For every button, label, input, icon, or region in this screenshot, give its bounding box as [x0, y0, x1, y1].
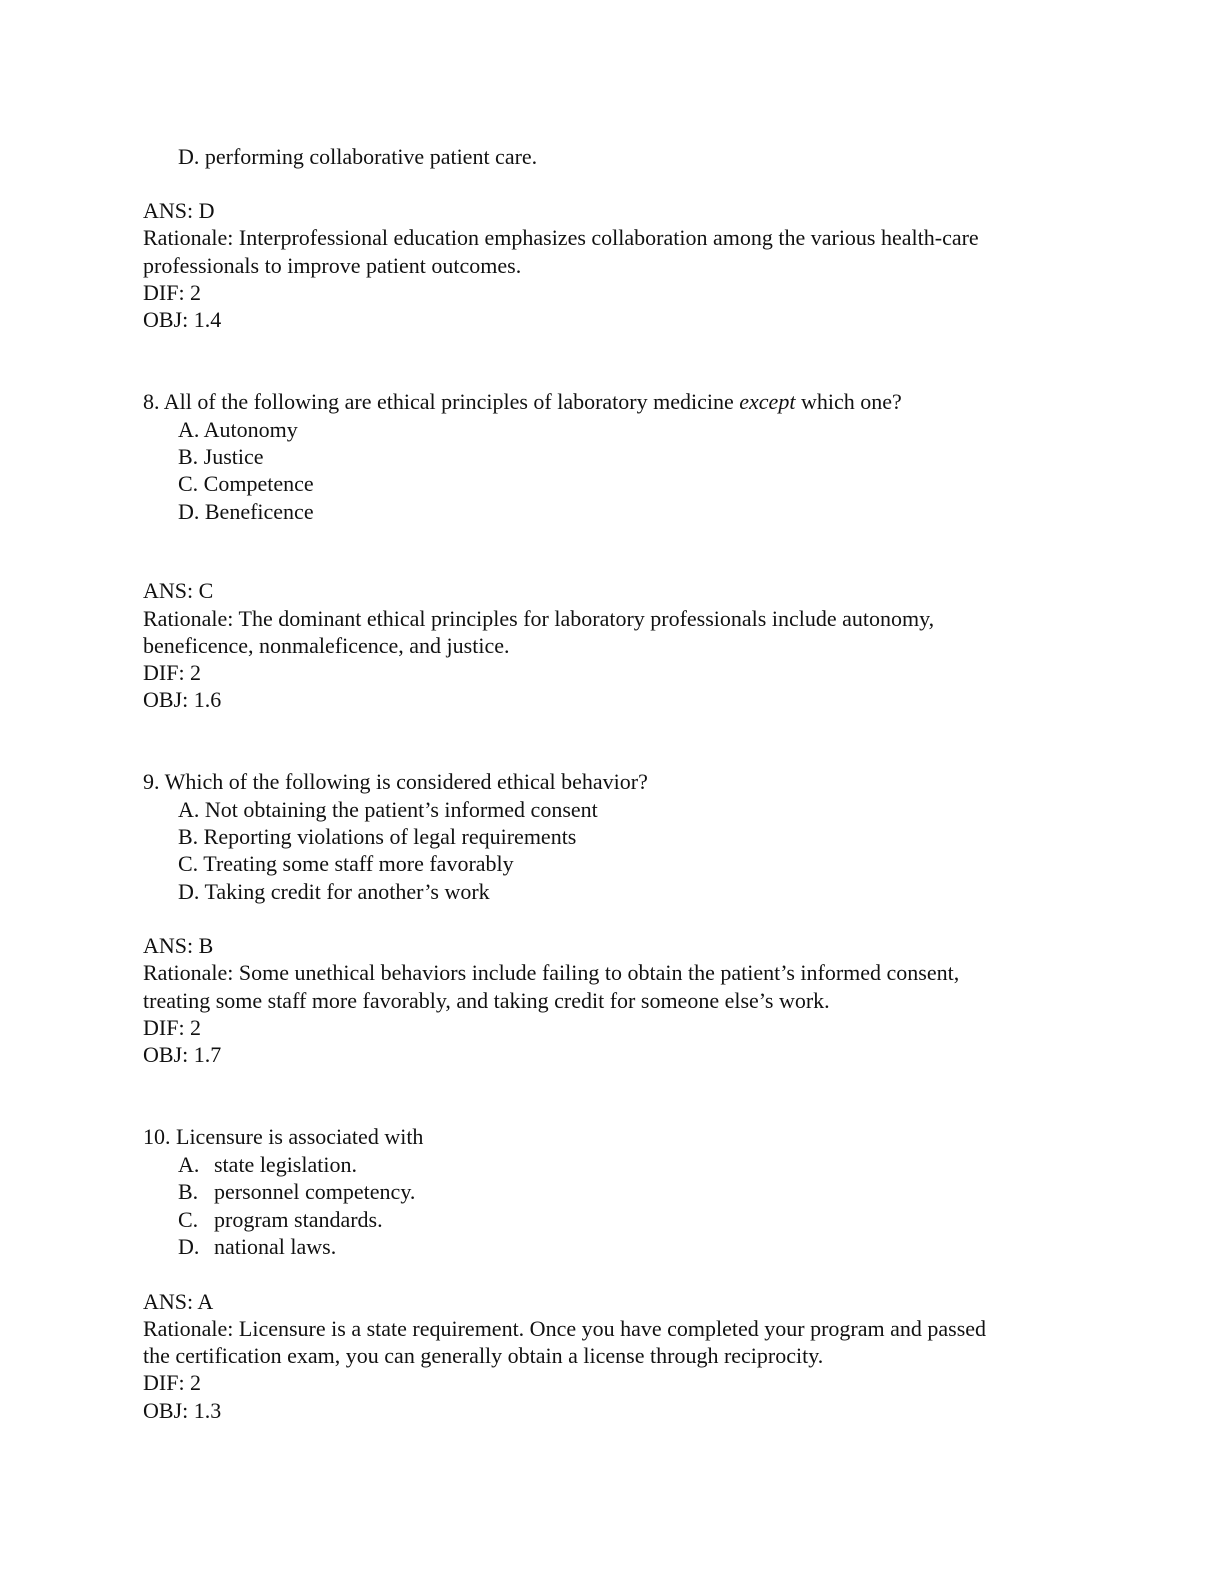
- q7-rationale-line-1: Rationale: Interprofessional education emphasizes collaboration among the various health-care: [143, 225, 979, 250]
- q10-option-a: [178, 1151, 357, 1178]
- q10-option-b-letter: B.: [178, 1179, 199, 1204]
- q8-stem: [143, 388, 902, 415]
- q9-difficulty: DIF: 2: [143, 1015, 202, 1040]
- q10-option-c: [178, 1206, 383, 1233]
- q10-option-a-letter: A.: [178, 1152, 200, 1177]
- q8-rationale-line-1: Rationale: The dominant ethical principles for laboratory professionals include autonomy,: [143, 606, 935, 631]
- q10-rationale-line-1: Rationale: Licensure is a state requirement. Once you have completed your program and passed: [143, 1316, 987, 1341]
- q8-option-d: D. Beneficence: [178, 499, 314, 524]
- q9-rationale-line-1: Rationale: Some unethical behaviors include failing to obtain the patient’s informed consent,: [143, 960, 960, 985]
- q8-objective: OBJ: 1.6: [143, 687, 222, 712]
- q9-option-a: A. Not obtaining the patient’s informed consent: [178, 797, 598, 822]
- q9-rationale-line-2: treating some staff more favorably, and taking credit for someone else’s work.: [143, 988, 830, 1013]
- q10-option-d: [178, 1233, 336, 1260]
- q8-rationale-line-2: beneficence, nonmaleficence, and justice.: [143, 633, 510, 658]
- q7-answer: ANS: D: [143, 198, 215, 223]
- q10-option-a-text: state legislation.: [214, 1152, 357, 1177]
- q10-option-c-text: program standards.: [214, 1207, 383, 1232]
- q8-difficulty: DIF: 2: [143, 660, 202, 685]
- q10-option-b: [178, 1178, 415, 1205]
- q9-objective: OBJ: 1.7: [143, 1042, 222, 1067]
- q9-stem: 9. Which of the following is considered ethical behavior?: [143, 769, 648, 794]
- q8-stem-emphasis: except: [739, 389, 796, 414]
- q8-answer: ANS: C: [143, 578, 214, 603]
- q9-option-c: C. Treating some staff more favorably: [178, 851, 514, 876]
- q10-difficulty: DIF: 2: [143, 1370, 202, 1395]
- q8-option-c: C. Competence: [178, 471, 314, 496]
- q10-option-b-text: personnel competency.: [214, 1179, 416, 1204]
- q10-answer: ANS: A: [143, 1289, 214, 1314]
- q7-option-d: D. performing collaborative patient care.: [178, 144, 538, 169]
- q7-rationale-line-2: professionals to improve patient outcomes.: [143, 253, 522, 278]
- q9-option-b: B. Reporting violations of legal requirements: [178, 824, 577, 849]
- q10-objective: OBJ: 1.3: [143, 1398, 222, 1423]
- q8-option-a: A. Autonomy: [178, 417, 298, 442]
- q8-option-b: B. Justice: [178, 444, 264, 469]
- q7-difficulty: DIF: 2: [143, 280, 202, 305]
- q10-option-c-letter: C.: [178, 1207, 199, 1232]
- q8-stem-post: which one?: [795, 389, 902, 414]
- q10-stem: 10. Licensure is associated with: [143, 1124, 424, 1149]
- q10-option-d-letter: D.: [178, 1234, 200, 1259]
- q9-answer: ANS: B: [143, 933, 214, 958]
- q8-stem-pre: 8. All of the following are ethical principles of laboratory medicine: [143, 389, 740, 414]
- q10-rationale-line-2: the certification exam, you can generally obtain a license through reciprocity.: [143, 1343, 824, 1368]
- q10-option-d-text: national laws.: [214, 1234, 337, 1259]
- q7-objective: OBJ: 1.4: [143, 307, 222, 332]
- q9-option-d: D. Taking credit for another’s work: [178, 879, 490, 904]
